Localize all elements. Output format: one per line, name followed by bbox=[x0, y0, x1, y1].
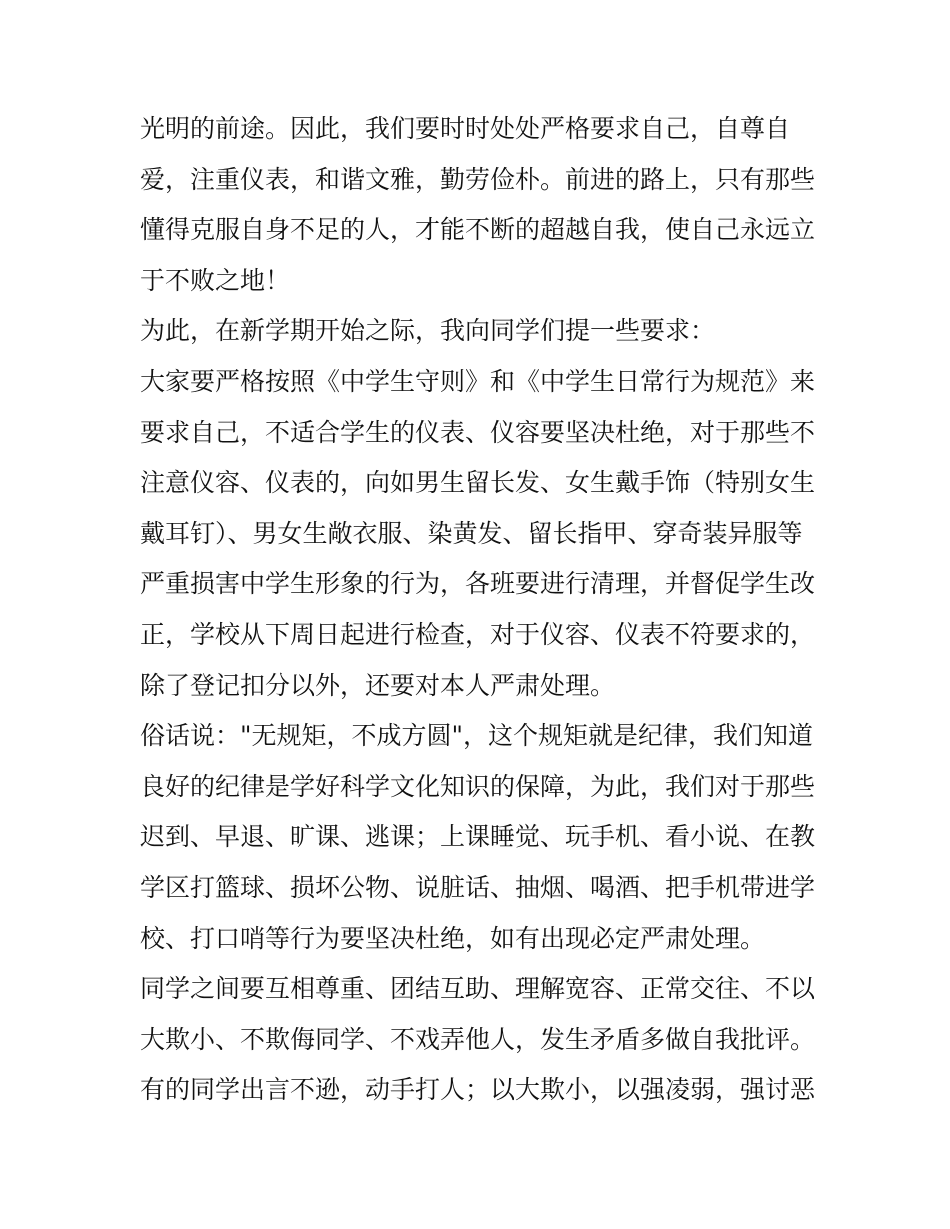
text-line-6: 大家要严格按照《中学生守则》和《中学生日常行为规范》来 bbox=[140, 366, 816, 396]
text-line-19: 大欺小、不欺侮同学、不戏弄他人，发生矛盾多做自我批评。 bbox=[140, 1024, 816, 1054]
text-line-18: 同学之间要互相尊重、团结互助、理解宽容、正常交往、不以 bbox=[140, 974, 816, 1004]
text-line-12: 除了登记扣分以外，还要对本人严肃处理。 bbox=[140, 670, 616, 700]
text-line-9: 戴耳钉）、男女生敞衣服、染黄发、留长指甲、穿奇装异服等 bbox=[140, 518, 803, 548]
text-line-15: 迟到、早退、旷课、逃课；上课睡觉、玩手机、看小说、在教 bbox=[140, 822, 816, 852]
text-line-14: 良好的纪律是学好科学文化知识的保障，为此，我们对于那些 bbox=[140, 771, 816, 801]
text-line-7: 要求自己，不适合学生的仪表、仪容要坚决杜绝，对于那些不 bbox=[140, 417, 816, 447]
body-text bbox=[140, 104, 830, 1116]
text-line-10: 严重损害中学生形象的行为，各班要进行清理，并督促学生改 bbox=[140, 569, 816, 599]
text-line-16: 学区打篮球、损坏公物、说脏话、抽烟、喝酒、把手机带进学 bbox=[140, 872, 816, 902]
text-line-3: 懂得克服自身不足的人，才能不断的超越自我，使自己永远立 bbox=[140, 215, 816, 245]
text-line-4: 于不败之地！ bbox=[140, 265, 291, 295]
text-line-8: 注意仪容、仪表的，向如男生留长发、女生戴手饰（特别女生 bbox=[140, 468, 816, 498]
text-line-1: 光明的前途。因此，我们要时时处处严格要求自己，自尊自 bbox=[140, 114, 791, 143]
text-line-20: 有的同学出言不逊，动手打人；以大欺小，以强凌弱，强讨恶 bbox=[140, 1075, 816, 1105]
text-line-13: 俗话说："无规矩，不成方圆"，这个规矩就是纪律，我们知道 bbox=[140, 721, 814, 751]
text-line-11: 正，学校从下周日起进行检查，对于仪容、仪表不符要求的， bbox=[140, 619, 816, 649]
text-line-5: 为此，在新学期开始之际，我向同学们提一些要求： bbox=[140, 316, 716, 346]
text-line-17: 校、打口哨等行为要坚决杜绝，如有出现必定严肃处理。 bbox=[140, 923, 766, 953]
text-line-2: 爱，注重仪表，和谐文雅，勤劳俭朴。前进的路上，只有那些 bbox=[140, 164, 816, 194]
